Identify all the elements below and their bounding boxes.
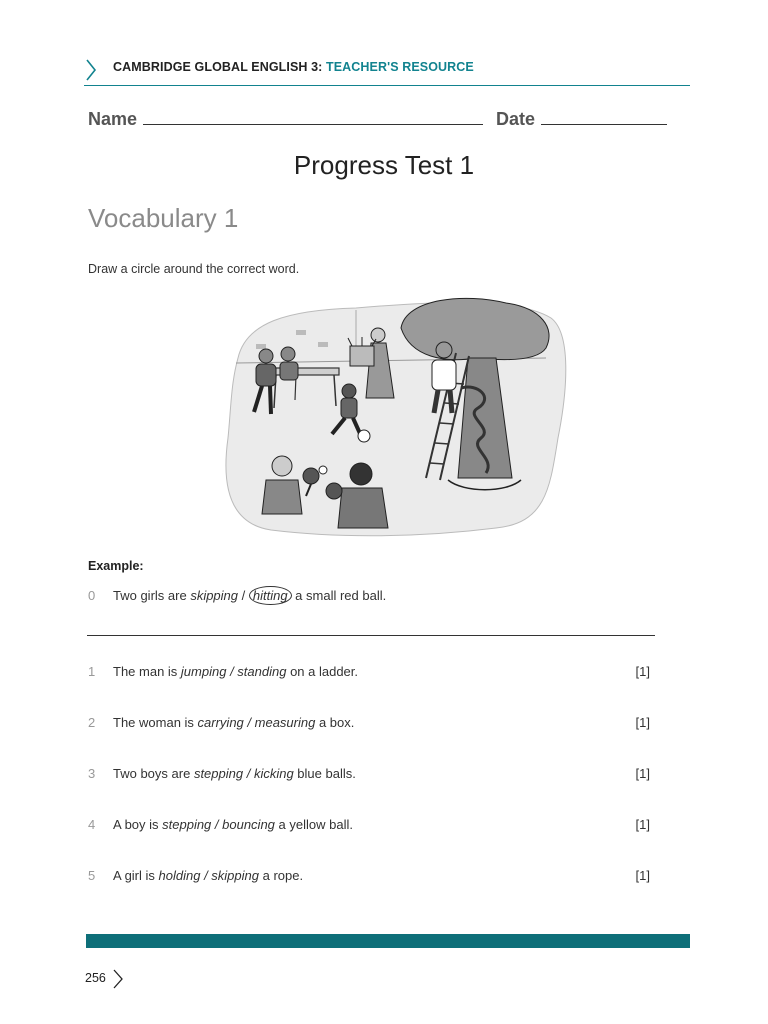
name-field[interactable] xyxy=(143,108,483,125)
question-option-b[interactable]: bouncing xyxy=(222,817,275,832)
question-post: a rope. xyxy=(259,868,304,883)
test-title: Progress Test 1 xyxy=(293,150,475,180)
question-post: on a ladder. xyxy=(286,664,359,679)
question-post: a box. xyxy=(315,715,355,730)
question-option-b[interactable]: skipping xyxy=(211,868,259,883)
date-field[interactable] xyxy=(541,108,667,125)
header-resource: TEACHER'S RESOURCE xyxy=(326,60,474,74)
chevron-right-icon xyxy=(84,58,98,82)
instruction-text: Draw a circle around the correct word. xyxy=(88,262,300,276)
header-rule xyxy=(84,85,690,86)
question-option-a[interactable]: stepping xyxy=(193,766,244,781)
question-row xyxy=(88,715,650,730)
example-sentence xyxy=(88,588,386,603)
question-pre: Two boys are xyxy=(113,766,194,781)
example-label: Example: xyxy=(88,559,144,573)
example-post: a small red ball. xyxy=(291,588,387,603)
question-option-b[interactable]: measuring xyxy=(254,715,316,730)
example-option-a: skipping xyxy=(190,588,239,603)
example-circled-answer: hitting xyxy=(249,586,292,605)
section-title: Vocabulary 1 xyxy=(88,203,239,233)
question-pre: A boy is xyxy=(113,817,163,832)
header-series: CAMBRIDGE GLOBAL ENGLISH 3: xyxy=(113,60,326,74)
question-marks: [1] xyxy=(635,715,650,730)
question-option-a[interactable]: stepping xyxy=(162,817,212,832)
date-label: Date xyxy=(496,109,536,129)
question-post: a yellow ball. xyxy=(274,817,353,832)
question-pre: The man is xyxy=(113,664,181,679)
question-post: blue balls. xyxy=(293,766,356,781)
question-marks: [1] xyxy=(635,817,650,832)
question-number: 1 xyxy=(88,664,96,679)
question-slash: / xyxy=(226,664,238,679)
question-row xyxy=(88,817,650,832)
question-slash: / xyxy=(243,715,255,730)
question-marks: [1] xyxy=(635,766,650,781)
example-slash: / xyxy=(238,588,249,603)
footer-bar xyxy=(86,934,690,948)
question-marks: [1] xyxy=(635,868,650,883)
name-label: Name xyxy=(88,109,138,129)
question-option-a[interactable]: jumping xyxy=(180,664,227,679)
question-slash: / xyxy=(211,817,223,832)
question-number: 5 xyxy=(88,868,96,883)
example-number: 0 xyxy=(88,588,96,603)
question-slash: / xyxy=(243,766,254,781)
separator-line xyxy=(87,635,655,636)
page-header xyxy=(84,56,690,88)
question-option-a[interactable]: carrying xyxy=(197,715,244,730)
question-row xyxy=(88,664,650,679)
question-number: 2 xyxy=(88,715,96,730)
question-row xyxy=(88,868,650,883)
question-option-a[interactable]: holding xyxy=(158,868,201,883)
question-number: 4 xyxy=(88,817,96,832)
page-number: 256 xyxy=(85,971,106,985)
header-title xyxy=(113,60,474,74)
question-option-b[interactable]: standing xyxy=(237,664,287,679)
question-marks: [1] xyxy=(635,664,650,679)
name-date-row xyxy=(88,108,667,130)
question-pre: A girl is xyxy=(113,868,159,883)
chevron-right-icon xyxy=(112,967,124,991)
question-number: 3 xyxy=(88,766,96,781)
question-option-b[interactable]: kicking xyxy=(253,766,294,781)
question-pre: The woman is xyxy=(113,715,198,730)
question-slash: / xyxy=(200,868,212,883)
example-pre: Two girls are xyxy=(113,588,191,603)
question-row xyxy=(88,766,650,781)
playground-illustration xyxy=(216,288,578,544)
